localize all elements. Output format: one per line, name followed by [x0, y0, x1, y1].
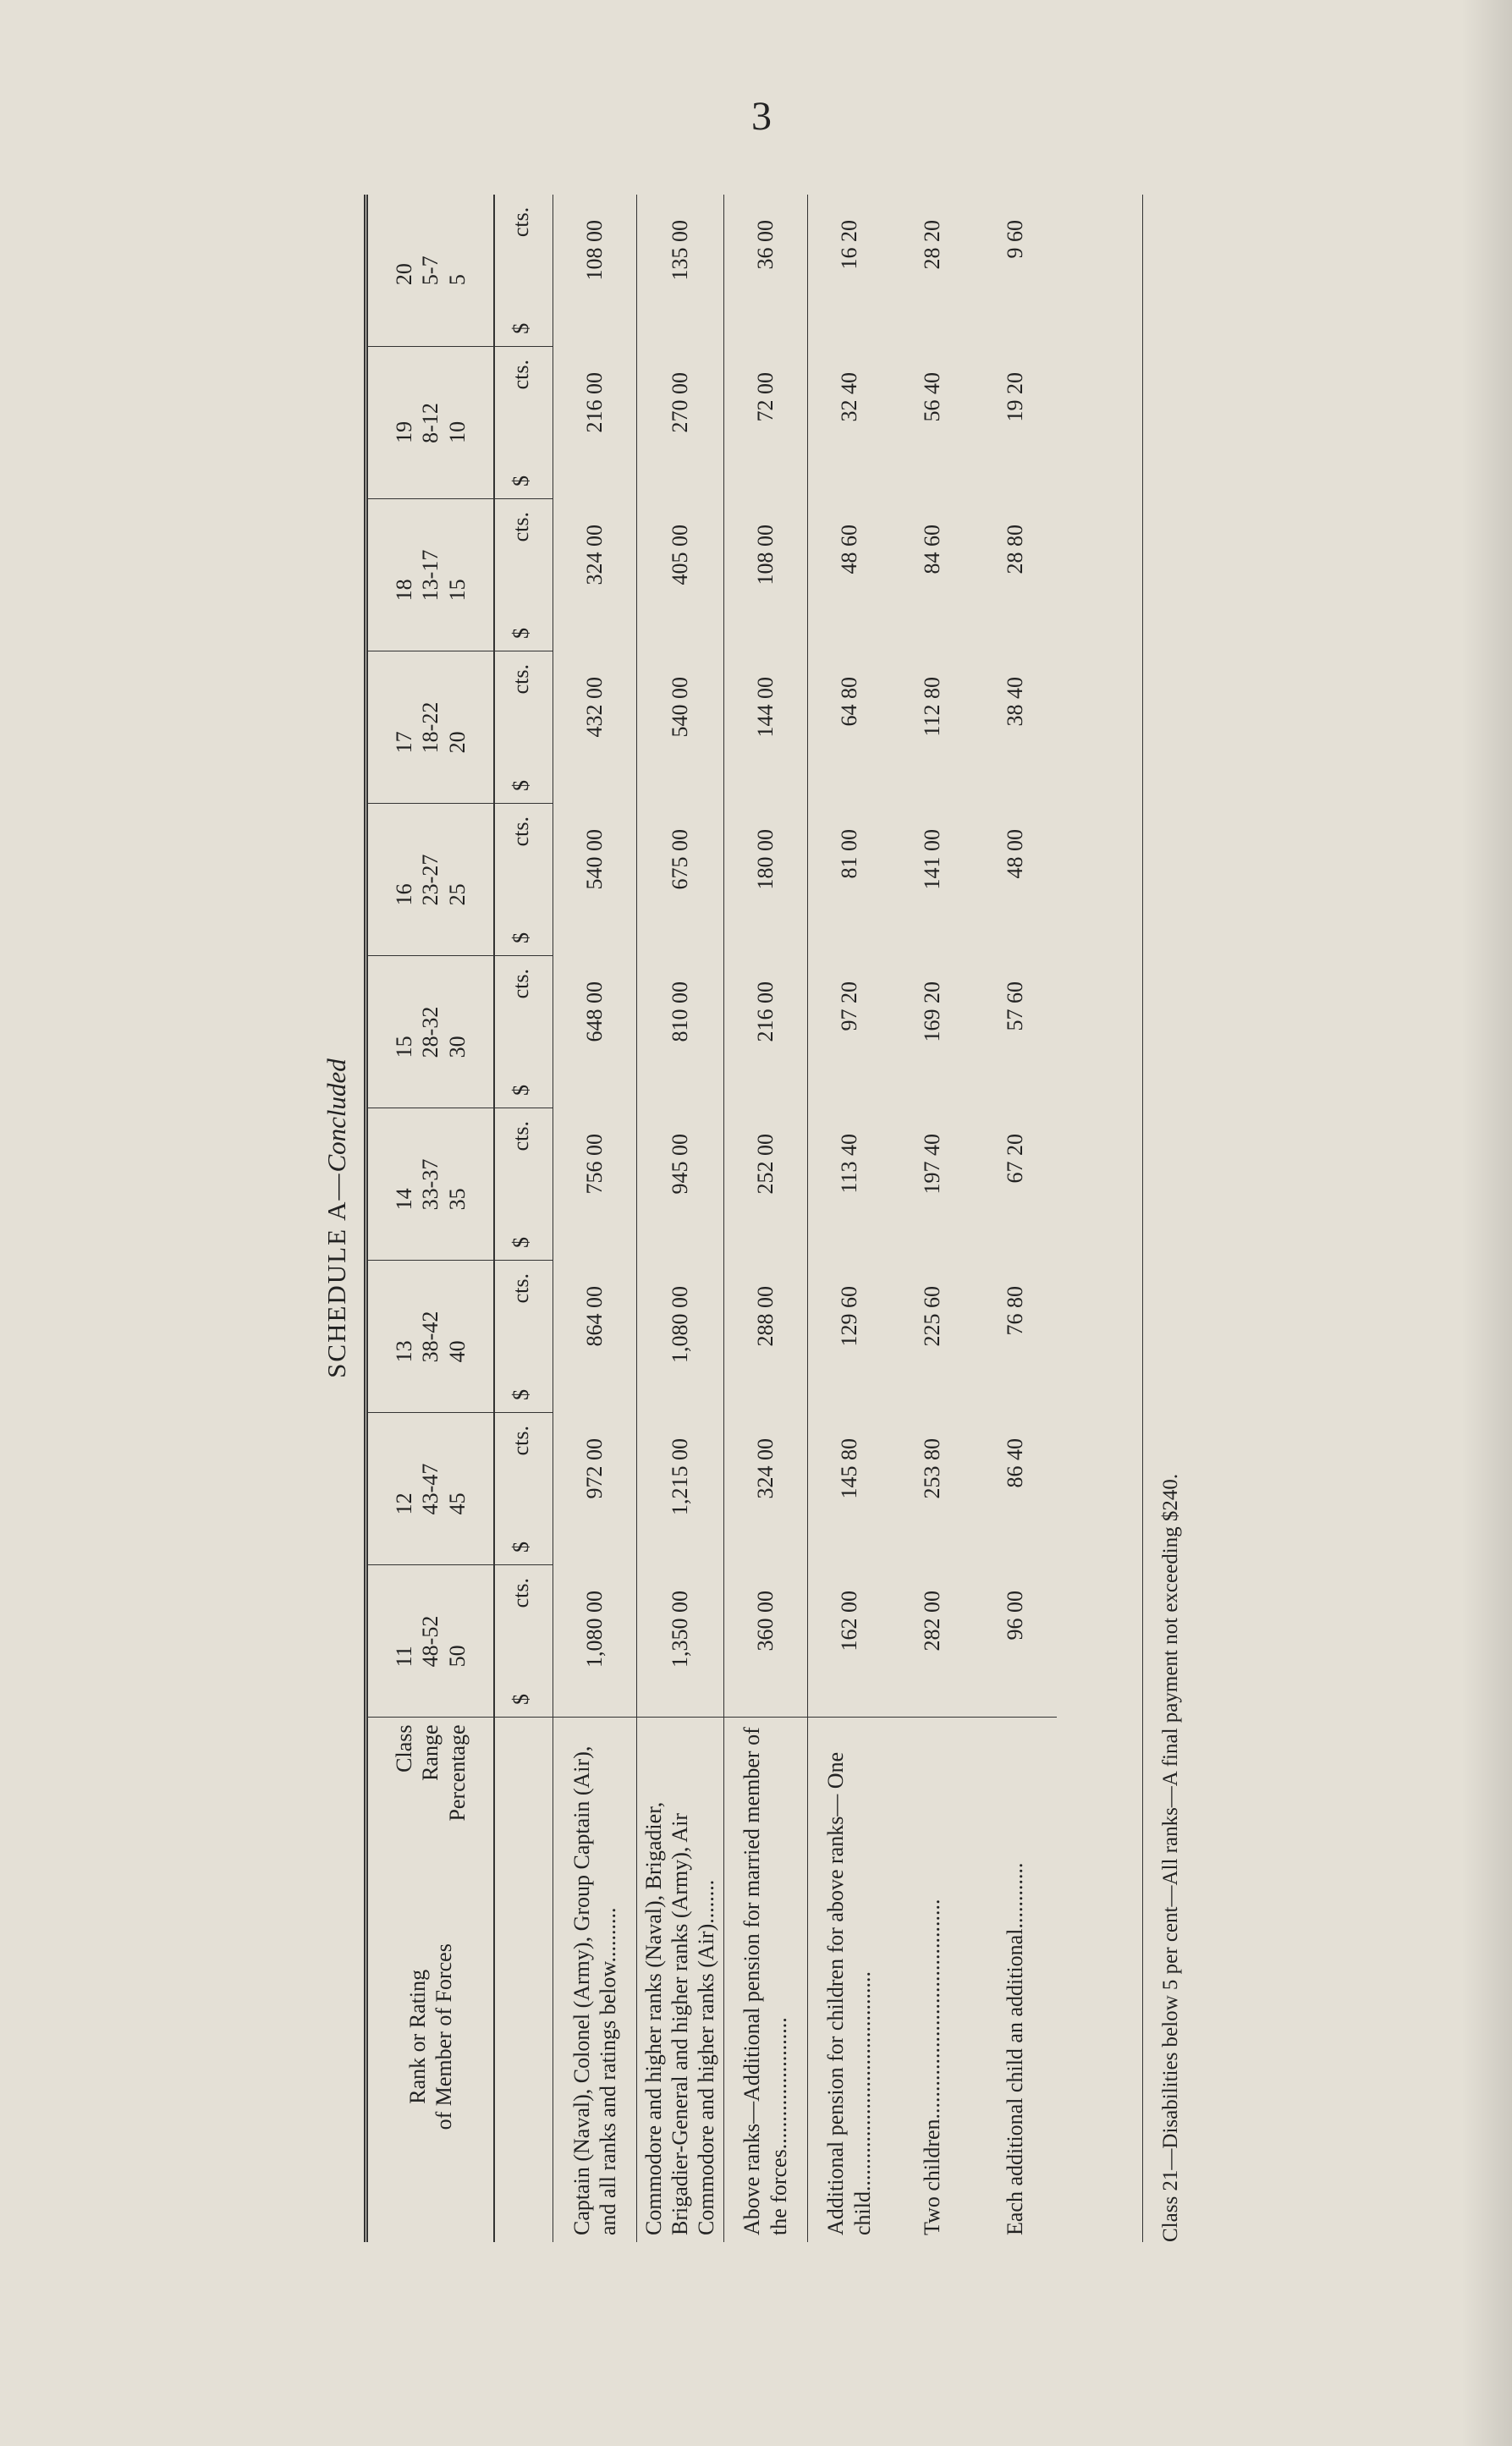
table-cell: 864 00 [553, 1261, 637, 1413]
class-percentage: 40 [444, 1340, 470, 1363]
table-cell: 56 40 [919, 372, 944, 422]
table-cell: 97 20 [807, 956, 891, 1108]
units-cell [494, 499, 553, 651]
units-cell [494, 1108, 553, 1261]
class-column-header [366, 804, 495, 956]
units-blank-cell [494, 1718, 553, 2242]
row-description: Commodore and higher ranks (Naval), Brigadier, Brigadier-General and higher ranks (Army), Air Commodore and higher ranks (Air)........ [637, 1718, 724, 2242]
class-percentage: 35 [444, 1188, 470, 1211]
units-cell [494, 195, 553, 347]
dollar-unit: $ [508, 1389, 533, 1400]
table-cell: 288 00 [723, 1261, 807, 1413]
class-column-header [366, 1413, 495, 1565]
class-number: 19 [392, 420, 417, 443]
table-cell: 84 60 [919, 525, 944, 574]
table-cell: 36 00 [723, 195, 807, 347]
class-percentage: 10 [444, 420, 470, 443]
table-cell: 28 80 [1002, 525, 1027, 574]
table-cell: 96 00 [1002, 1591, 1027, 1641]
cents-unit: cts. [508, 512, 533, 542]
class-range: 23-27 [418, 854, 443, 906]
table-cell: 225 60 [919, 1286, 944, 1347]
cents-unit: cts. [508, 1578, 533, 1608]
table-cell: 756 00 [553, 1108, 637, 1261]
cents-unit: cts. [508, 816, 533, 847]
table-cell: 81 00 [807, 804, 891, 956]
table-cell: 32 40 [807, 347, 891, 499]
table-cell: 16 20 [807, 195, 891, 347]
table-cell: 9 60 [1002, 220, 1027, 259]
table-cell: 112 80 [919, 677, 944, 737]
table-row [723, 195, 807, 2242]
dollar-unit: $ [508, 1542, 533, 1553]
row-description: Two children........................................ [891, 1718, 974, 2242]
class-number: 17 [392, 731, 417, 754]
table-cell: 675 00 [637, 804, 724, 956]
class-range: 38-42 [418, 1311, 443, 1363]
class-column-header [366, 347, 495, 499]
class-number: 20 [392, 263, 417, 286]
table-cell: 48 00 [1002, 829, 1027, 879]
table-cell: 270 00 [637, 347, 724, 499]
class-range: 43-47 [418, 1463, 443, 1515]
class-number: 15 [392, 1036, 417, 1058]
rank-header-line2: of Member of Forces [432, 1943, 456, 2130]
table-cell: 113 40 [807, 1108, 891, 1261]
dollar-unit: $ [508, 1085, 533, 1096]
table-cell: 405 00 [637, 499, 724, 651]
percentage-label: Percentage [444, 1724, 470, 1822]
table-cell: 197 40 [919, 1134, 944, 1195]
class-number: 11 [392, 1646, 417, 1668]
table-cell: 972 00 [553, 1413, 637, 1565]
dollar-unit: $ [508, 322, 533, 334]
units-cell [494, 956, 553, 1108]
table-cell: 28 20 [919, 220, 944, 270]
dollar-unit: $ [508, 1694, 533, 1705]
table-cell: 86 40 [1002, 1438, 1027, 1488]
table-cell: 180 00 [723, 804, 807, 956]
table-cell: 1,080 00 [553, 1565, 637, 1718]
table-cell: 72 00 [723, 347, 807, 499]
schedule-title-italic: Concluded [322, 1058, 351, 1173]
class-range: 13-17 [418, 549, 443, 602]
units-cell [494, 1565, 553, 1718]
table-cell: 324 00 [553, 499, 637, 651]
table-cell: 48 60 [807, 499, 891, 651]
table-cell: 253 80 [919, 1438, 944, 1499]
cents-unit: cts. [508, 360, 533, 390]
class-column-header [366, 195, 495, 347]
table-row [891, 195, 974, 2242]
class-column-header [366, 1108, 495, 1261]
table-cell: 67 20 [1002, 1134, 1027, 1184]
class-range: 48-52 [418, 1615, 443, 1668]
rotated-schedule [313, 195, 1193, 2242]
table-cell: 144 00 [723, 651, 807, 804]
table-bottom-rule [1142, 195, 1143, 2242]
cents-unit: cts. [508, 664, 533, 695]
class-percentage: 45 [444, 1492, 470, 1515]
table-cell: 216 00 [553, 347, 637, 499]
dollar-unit: $ [508, 932, 533, 943]
units-row [494, 195, 553, 2242]
row-description: Each additional child an additional............ [974, 1718, 1057, 2242]
class-range: 5-7 [418, 256, 443, 286]
page-number: 3 [751, 94, 772, 139]
class-column-header [366, 499, 495, 651]
class-number: 16 [392, 883, 417, 906]
units-cell [494, 347, 553, 499]
cents-unit: cts. [508, 969, 533, 999]
table-cell: 282 00 [919, 1591, 944, 1652]
row-description: Additional pension for children for above ranks— One child........................................ [807, 1718, 891, 2242]
class-column-header [366, 956, 495, 1108]
class-range: 8-12 [418, 403, 443, 443]
row-description: Captain (Naval), Colonel (Army), Group Captain (Air), and all ranks and ratings below.......... [553, 1718, 637, 2242]
table-cell: 162 00 [807, 1565, 891, 1718]
table-cell: 810 00 [637, 956, 724, 1108]
table-cell: 169 20 [919, 981, 944, 1042]
rank-header [366, 1718, 495, 2242]
table-cell: 360 00 [723, 1565, 807, 1718]
class-range: 18-22 [418, 701, 443, 754]
table-cell: 108 00 [553, 195, 637, 347]
units-cell [494, 1413, 553, 1565]
table-cell: 141 00 [919, 829, 944, 890]
footnote: Class 21—Disabilities below 5 per cent—All ranks—A final payment not exceeding $240. [1159, 1473, 1182, 2242]
class-number: 18 [392, 579, 417, 602]
table-cell: 135 00 [637, 195, 724, 347]
schedule-table [364, 195, 1057, 2242]
class-range: 28-32 [418, 1006, 443, 1058]
table-cell: 945 00 [637, 1108, 724, 1261]
class-column-header [366, 651, 495, 804]
table-row [553, 195, 637, 2242]
table-cell: 57 60 [1002, 981, 1027, 1031]
class-label: Class [392, 1724, 417, 1773]
table-cell: 76 80 [1002, 1286, 1027, 1336]
table-cell: 1,215 00 [637, 1413, 724, 1565]
header-row [366, 195, 495, 2242]
table-cell: 38 40 [1002, 677, 1027, 727]
class-range: 33-37 [418, 1158, 443, 1211]
row-description: Above ranks—Additional pension for married member of the forces........................ [723, 1718, 807, 2242]
table-cell: 324 00 [723, 1413, 807, 1565]
table-row [974, 195, 1057, 2242]
cents-unit: cts. [508, 1273, 533, 1304]
cents-unit: cts. [508, 1121, 533, 1152]
range-label: Range [418, 1724, 443, 1781]
table-cell: 19 20 [1002, 372, 1027, 422]
table-cell: 432 00 [553, 651, 637, 804]
class-percentage: 25 [444, 883, 470, 906]
table-cell: 252 00 [723, 1108, 807, 1261]
table-row [637, 195, 724, 2242]
units-cell [494, 1261, 553, 1413]
dollar-unit: $ [508, 475, 533, 486]
rank-header-line1: Rank or Rating [404, 1969, 430, 2104]
page-edge-shadow [1461, 0, 1512, 2446]
class-percentage: 30 [444, 1036, 470, 1058]
class-number: 12 [392, 1492, 417, 1515]
class-column-header [366, 1261, 495, 1413]
schedule-title [322, 195, 355, 2242]
class-column-header [366, 1565, 495, 1718]
class-number: 13 [392, 1340, 417, 1363]
table-cell: 216 00 [723, 956, 807, 1108]
dollar-unit: $ [508, 628, 533, 639]
table-cell: 108 00 [723, 499, 807, 651]
class-percentage: 50 [444, 1645, 470, 1668]
class-percentage: 5 [444, 274, 470, 286]
dollar-unit: $ [508, 780, 533, 791]
table-cell: 129 60 [807, 1261, 891, 1413]
class-percentage: 20 [444, 731, 470, 754]
table-cell: 145 80 [807, 1413, 891, 1565]
schedule-title-main: SCHEDULE A— [322, 1172, 351, 1378]
units-cell [494, 651, 553, 804]
class-number: 14 [392, 1188, 417, 1211]
units-cell [494, 804, 553, 956]
table-cell: 64 80 [807, 651, 891, 804]
table-cell: 540 00 [553, 804, 637, 956]
table-cell: 1,080 00 [637, 1261, 724, 1413]
dollar-unit: $ [508, 1237, 533, 1248]
cents-unit: cts. [508, 1426, 533, 1456]
table-cell: 1,350 00 [637, 1565, 724, 1718]
cents-unit: cts. [508, 206, 533, 238]
class-percentage: 15 [444, 579, 470, 602]
table-row [807, 195, 891, 2242]
table-cell: 540 00 [637, 651, 724, 804]
table-cell: 648 00 [553, 956, 637, 1108]
